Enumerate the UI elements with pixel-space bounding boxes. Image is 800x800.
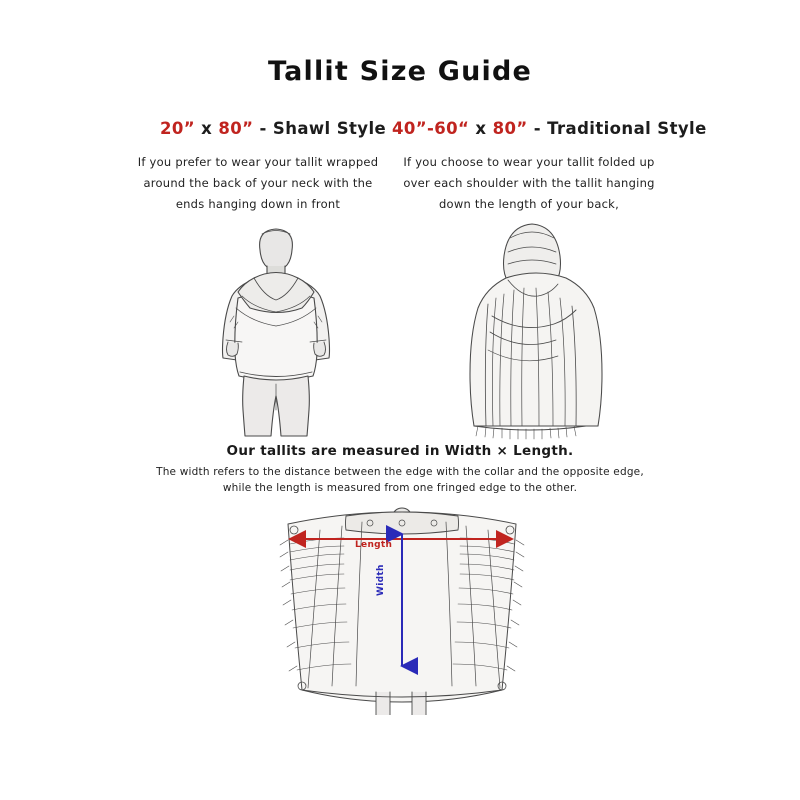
- traditional-width-value: 40”-60“: [392, 119, 470, 138]
- length-label: Length: [355, 540, 393, 550]
- shawl-width-value: 20”: [160, 119, 196, 138]
- traditional-style-description: If you choose to wear your tallit folded up over each shoulder with the tallit hanging down the length of your back,: [403, 155, 655, 211]
- shawl-length-value: 80”: [218, 119, 254, 138]
- man-back-with-shawl-illustration: [176, 212, 376, 442]
- traditional-length-value: 80”: [492, 119, 528, 138]
- page-title: Tallit Size Guide: [267, 56, 533, 87]
- shawl-style-description: If you prefer to wear your tallit wrapped around the back of your neck with the ends hanging down in front: [137, 155, 379, 211]
- measurement-heading: Our tallits are measured in Width × Length.: [226, 443, 574, 459]
- tallit-spread-measurement-illustration: [250, 500, 550, 715]
- shawl-style-label: - Shawl Style: [253, 119, 387, 138]
- traditional-style-label: - Traditional Style: [527, 119, 707, 138]
- shawl-style-heading: [160, 119, 386, 138]
- man-draped-traditional-illustration: [430, 212, 630, 442]
- width-label: Width: [376, 564, 386, 596]
- traditional-style-heading: [392, 119, 707, 138]
- traditional-separator: x: [469, 119, 493, 138]
- measurement-description: The width refers to the distance between the edge with the collar and the opposite edge, while the length is measured from one fringed edge to the other.: [156, 466, 644, 494]
- shawl-separator: x: [195, 119, 219, 138]
